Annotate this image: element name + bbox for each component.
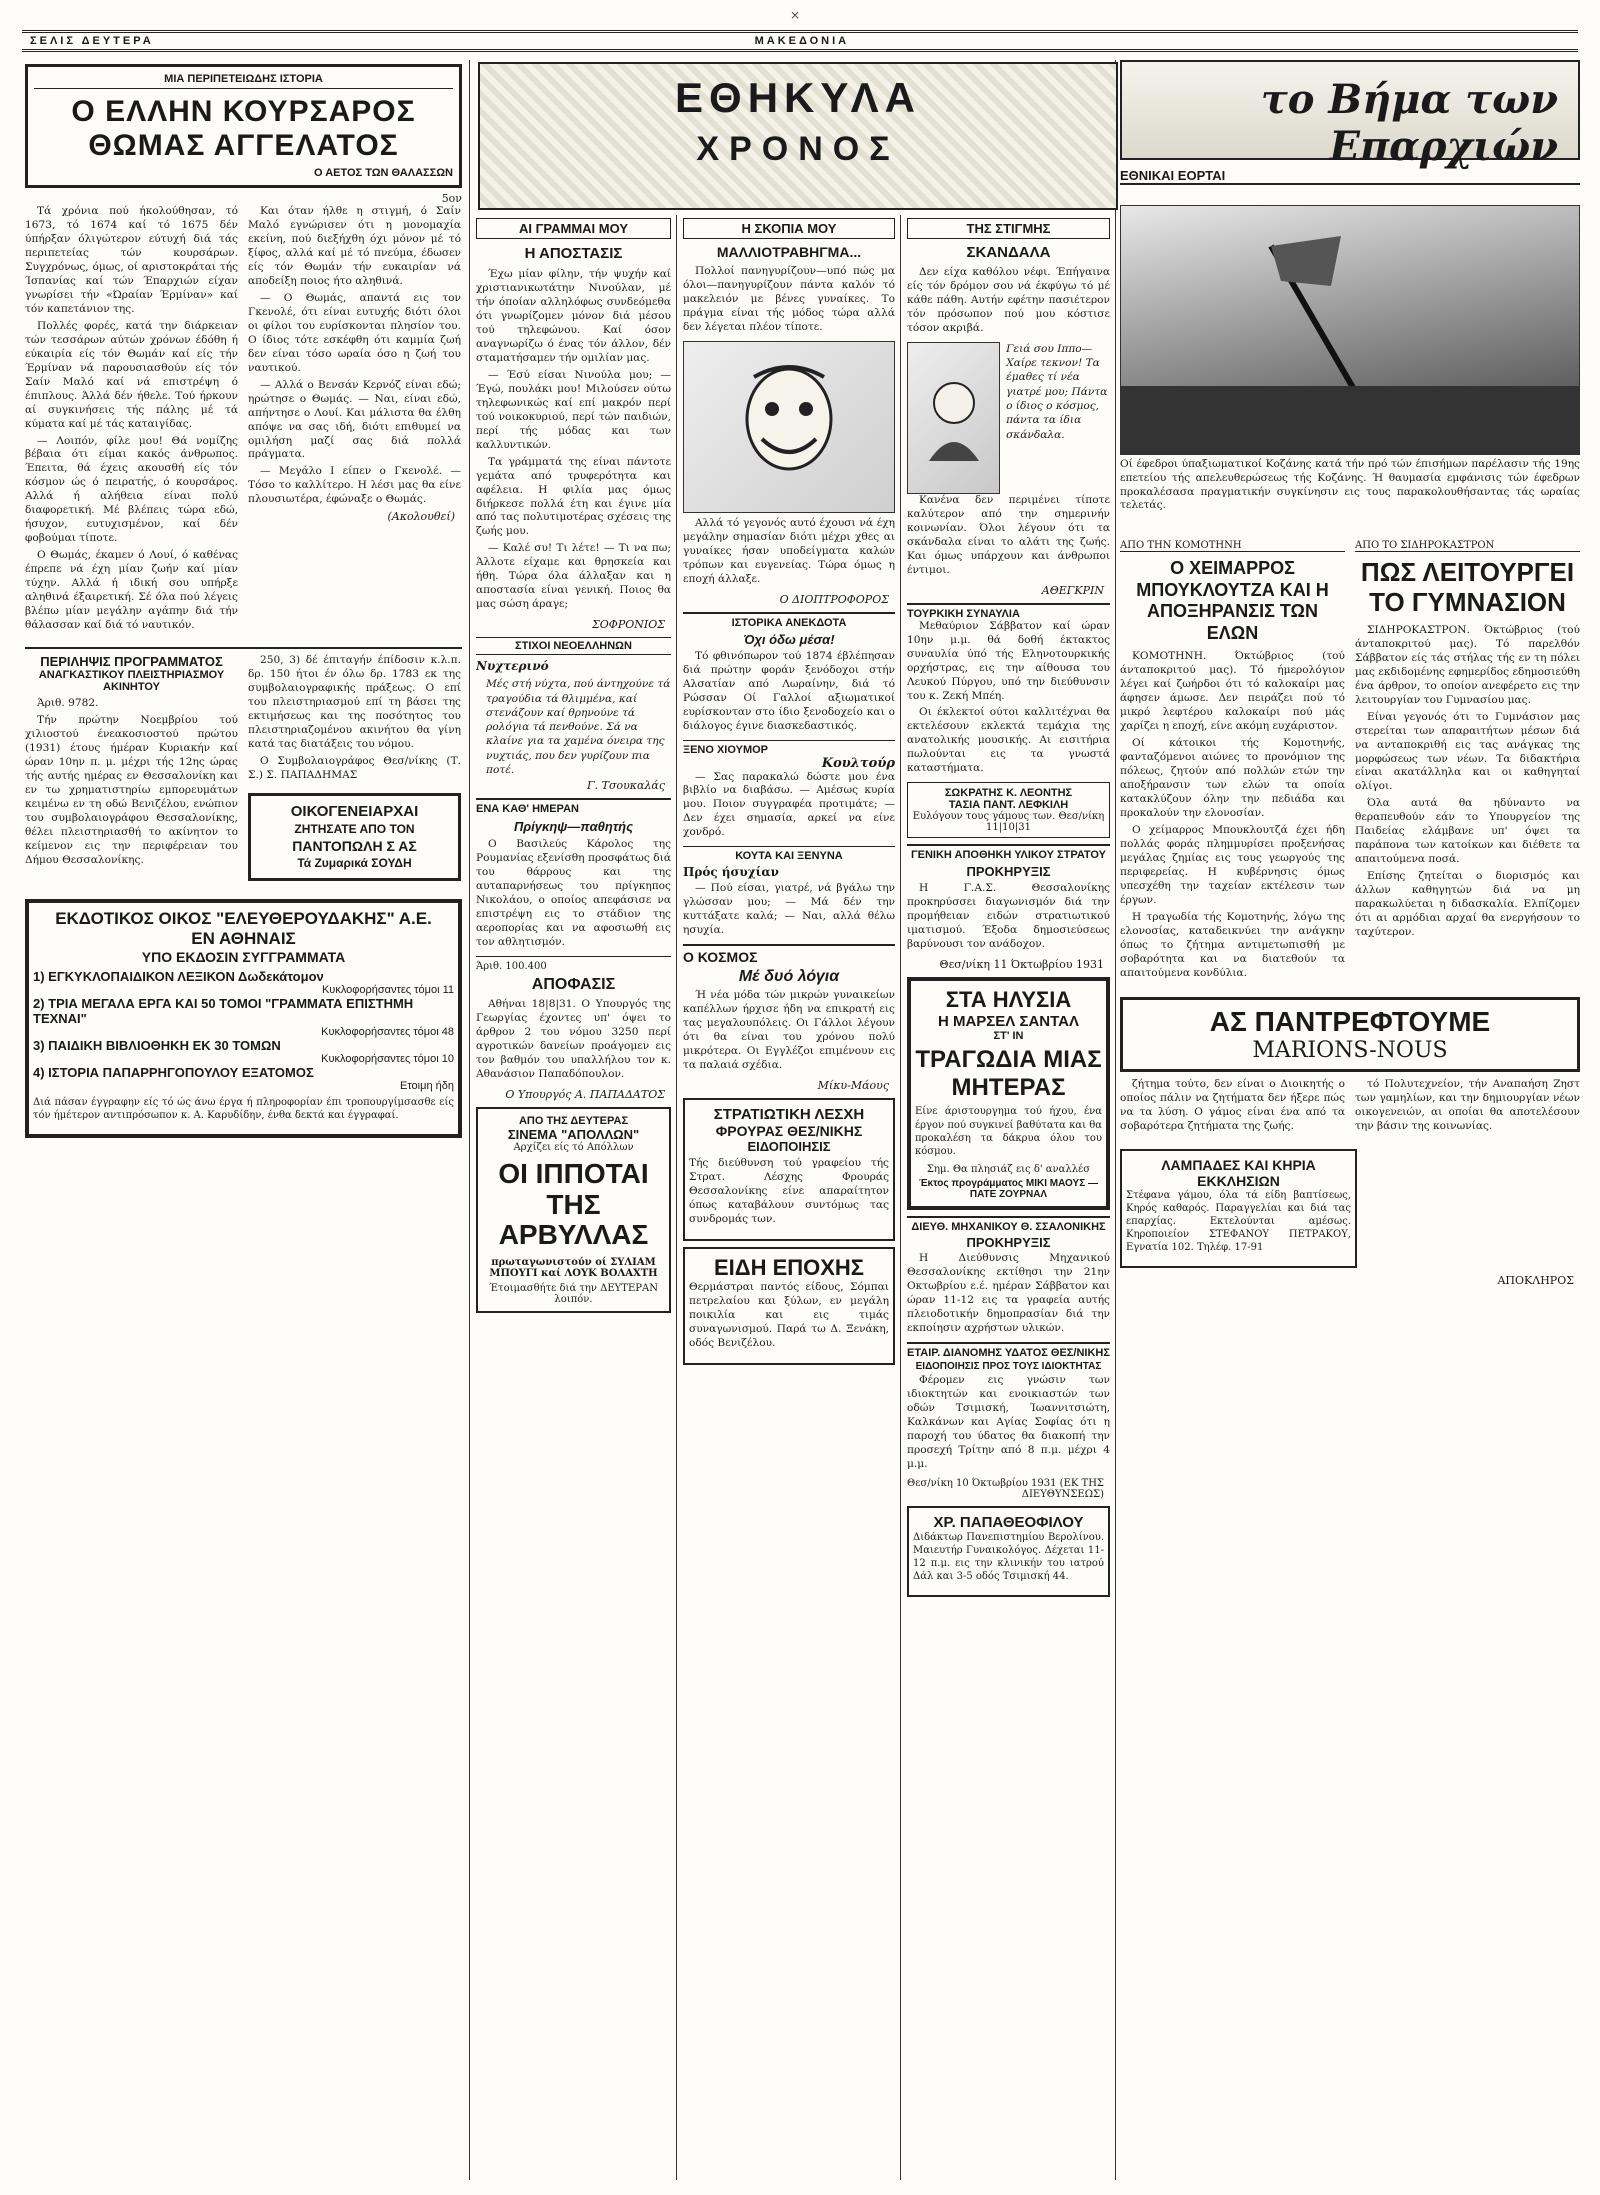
paragraph: Η Γ.Α.Σ. Θεσσαλονίκης προκηρύσσει διαγωνισμόν διά την προμήθειαν ειδών στρατιωτικού ιματισμού. Έξοδα δημοσιεύσεως βαρύνουσι τον ανάδοχον.: [907, 882, 1110, 951]
film-cast: πρωταγωνιστούν οί ΣΥΛΙΑΜ ΜΠΟΥΓΙ καί ΛΟΥΚ ΒΟΛΑΧΤΗ: [489, 1257, 658, 1280]
film-extra: Έκτος προγράμματος ΜΙΚΙ ΜΑΟΥΣ — ΠΑΤΕ ΖΟΥΡΝΑΛ: [919, 1178, 1098, 1201]
banner-title: ΕΘΗΚΥΛΑ: [675, 74, 921, 121]
paragraph: 250, 3) δέ έπιταγήν έπίδοσιν κ.λ.π. δρ. 150 ήτοι έν όλω δρ. 1783 εκ της συμβολαιογραφικής πράξεως. Ο επί του πλειστηριασμού επί τη βάσει της εκτιμήσεως και της ποσότητος του πλειστηριαζομένου ακινήτου θα γίνη κατά τας διατάξεις του νόμου.: [248, 654, 461, 750]
paragraph: ΚΟΜΟΤΗΝΗ. Όκτώβριος (τού άνταποκριτού μας). Τό ήμερολόγιον λέγει καί ζωήρδοι ότι τό καλοκαίρι μας άφησεν άμωσε. Δεν πειράζει πού τό μικρό λεφτέρου καλοκαίρι πού μάς χαρίζει η εποχή, είνε ακόμη ευχάριστον.: [1120, 650, 1345, 733]
paragraph: Πολλές φορές, κατά την διάρκειαν τών τεσσάρων αύτών χρόνων έδόθη ή εύκαιρία είς τόν Θωμάν καί είς τήν Έρμίναν νά παρουσιασθούν είς τόν Σαίν Μαλό καί νά επιστρέψη ό έπιπλους. Άλλά δέν ήθελε. Τού ήρκουν αί συγκινήσεις τής πάλης μέ τά κύματα καί μέ τάς καταιγίδας.: [25, 319, 238, 430]
article-headline: Ο ΧΕΙΜΑΡΡΟΣ ΜΠΟΥΚΛΟΥΤΖΑ ΚΑΙ Η ΑΠΟΞΗΡΑΝΣΙΣ ΤΩΝ ΕΛΩΝ: [1136, 558, 1329, 643]
story-text-left: [25, 205, 238, 636]
article-dateline: ΑΠΟ ΤΟ ΣΙΔΗΡΟΚΑΣΤΡΟΝ: [1355, 540, 1580, 552]
section-title: ΙΣΤΟΡΙΚΑ ΑΝΕΚΔΟΤΑ: [683, 612, 895, 629]
film-ad-ilysia: [907, 977, 1110, 1210]
doctor-details: Διδάκτωρ Πανεπιστημίου Βερολίνου. Μαιευτήρ Γυναικολόγος. Δέχεται 11-12 π.μ. εις την κλινικήν του ιατρού Δάλ και 3-5 οδός Τσιμισκή 44.: [913, 1531, 1104, 1583]
story-headline: Ο ΕΛΛΗΝ ΚΟΥΡΣΑΡΟΣ: [71, 95, 416, 128]
article-signature: ΑΠΟΚΛΗΡΟΣ: [1497, 1274, 1574, 1288]
decision-title: ΑΠΟΦΑΣΙΣ: [531, 976, 616, 994]
section-title: Ο ΚΟΣΜΟΣ: [683, 944, 895, 965]
article-headline: Πρός ήσυχίαν: [683, 865, 779, 880]
banner-subtitle: MARIONS-NOUS: [1252, 1037, 1448, 1063]
article-headline: ΠΩΣ ΛΕΙΤΟΥΡΓΕΙ ΤΟ ΓΥΜΝΑΣΙΟΝ: [1360, 557, 1575, 617]
paragraph: Ο Θωμάς, έκαμεν ό Λουί, ό καθένας έπρεπε νά έχη μίαν ζωήν καί μίαν τύχην. Αλλά ή ιδική σου υπήρξε αληθινά έξαιρετική. Σέ όλα πού λέγεις βλέπω μίαν μεγάλην αγάπην διά τήν θάλασσαν καί διά τό ναυτικόν.: [25, 549, 238, 632]
ad-line: Τά Ζυμαρικά ΣΟΥΔΗ: [297, 855, 412, 870]
paragraph: Τά χρόνια πού ήκολούθησαν, τό 1673, τό 1674 καί τό 1675 δέν ύπήρξαν όλιγώτερον εύτυχή διά τάς περιπετείας τών κουρσάρων. Συγχρόνως, όμως, οί αριστοκράται τής Ίσπανίας καί τών Έπαρχιών είχαν γνωρίσει τήν «Ώραίαν Έρμίναν» καί τόν καπετάνιον της.: [25, 205, 238, 315]
publisher-footnote: Διά πάσαν έγγραφην είς τό ώς άνω έργα ή πληροφορίαν έπι τροπουργίμσασθε είς τόν ήμέτερον αντιπρόσωπον κ. Α. Καρυδίδην, ένθα δεκτά και έγγραφαί.: [33, 1096, 454, 1121]
publication-volumes: Κυκλοφορήσαντες τόμοι 11: [321, 983, 454, 996]
paragraph: Ο χείμαρρος Μπουκλουτζά έχει ήδη πολλάς φοράς πλημμυρίσει προξενήσας μεγάλας ζημίας εις τους γεωργούς της περιφερείας. Η κυβέρνησις όμως υπεσχέθη την ταχείαν εκτέλεσιν των έργων.: [1120, 824, 1345, 906]
column-2: [476, 218, 671, 2178]
auction-notice-cont: [248, 654, 461, 887]
article-signature: Ο ΔΙΟΠΤΡΟΦΟΡΟΣ: [779, 592, 889, 606]
publication-item: 3) ΠΑΙΔΙΚΗ ΒΙΒΛΙΟΘΗΚΗ ΕΚ 30 ΤΟΜΩΝ: [33, 1037, 281, 1053]
story-signature: (Ακολουθεί): [387, 510, 455, 524]
article-headline: Όχι όδω μέσα!: [743, 631, 835, 647]
paragraph: Οί κάτοικοι τής Κομοτηνής, φανταζόμενοι αιώνες το προνόμιον της πόλεως, ζητούν από πολλών ετών την αποξήρανσιν των ελών τα οποία κατακλύζουν όλην την πεδιάδα και προκαλούν την ελονοσίαν.: [1120, 737, 1345, 820]
notice-heading: ΕΙΔΟΠΟΙΗΣΙΣ: [747, 1139, 831, 1155]
doctor-name: ΧΡ. ΠΑΠΑΘΕΟΦΙΛΟΥ: [933, 1513, 1084, 1531]
parade-photo-icon: [1121, 206, 1579, 454]
cinema-name: ΣΙΝΕΜΑ "ΑΠΟΛΛΩΝ": [507, 1126, 640, 1142]
column-rule: [1115, 60, 1116, 2180]
notice-text: Τής διεύθυνση τού γραφείου τής Στρατ. Λέσχης Φρουράς Θεσσαλονίκης είνε απαραίτητον όπως καταβάλουν συντόμως τας συνδρομάς των.: [689, 1157, 889, 1225]
publisher-ad: [25, 899, 462, 1138]
paragraph: Όλα αυτά θα ηδύναντο να θεραπευθούν εάν το Υπουργείον της Παιδείας ελάμβανε υπ' όψει τα παράπονα των κατοίκων και διέθετε τα απαιτούμενα ποσά.: [1355, 797, 1580, 866]
section-banner: [1120, 60, 1580, 170]
caricature-face-icon: [734, 357, 844, 497]
paragraph: Η τραγωδία τής Κομοτηνής, λόγω της ελονοσίας, καταδεικνύει την ανάγκην όπως το ζήτημα αντιμετωπισθή με σοβαρότητα και να διατεθούν τα απαιτούμενα κονδύλια.: [1120, 910, 1345, 979]
section-title: ΕΘΝΙΚΑΙ ΕΟΡΤΑΙ: [1120, 168, 1580, 185]
photo-caption: Οί έφεδροι ύπαξιωματικοί Κοζάνης κατά τήν πρό τών έπισήμων παρέλασιν τής 19ης επετείου τής απελευθερώσεως τής Κοζάνης. Ή θαυμασία εμφάνισις τών έφεδρων προκαλέσασα πραγματικήν συγκίνησιν εις τους παρακολουθήσαντας τάς ωραίας τελετάς.: [1120, 458, 1580, 512]
column-rule: [900, 215, 901, 2180]
paragraph: Ο Βασιλεύς Κάρολος της Ρουμανίας εξενίσθη προσφάτως διά του θάρρους και της αυταπαρνήσεως του πρίγκηπος Νικολάου, ο οποίος απεφάσισε να επιστρέψη εις το στάδιον της αεροπορίας και να αφοσιωθή εις τον αθλητισμόν.: [476, 838, 671, 949]
article-headline: Πρίγκηψ—παθητής: [513, 819, 634, 835]
ad-title: ΕΙΔΗ ΕΠΟΧΗΣ: [713, 1254, 865, 1280]
paragraph: — Σας παρακαλώ δώστε μου ένα βιβλίο να διαβάσω. — Αμέσως κυρία μου. Ποιον συγγραφέα προτιμάτε; — Δεν έχει σημασία, αρκεί να είνε χονδρό.: [683, 770, 895, 839]
film-note: Σημ. Θα πλησιάζ εις δ' αναλλέσ: [926, 1164, 1091, 1176]
decision-signature: Ο Υπουργός Α. ΠΑΠΑΔΑΤΟΣ: [505, 1087, 665, 1101]
paragraph: — Αλλά ο Βενσάν Κερνόζ είναι εδώ; ηρώτησε ο Θωμάς. — Ναι, είναι εδώ, απήντησε ο Λουί. Και μάλιστα θα έλθη απόψε να σας ιδή, διότι επιθυμεί να ομιλήση μαζί σας διά πολλά πράγματα.: [248, 378, 461, 461]
paragraph: Έχω μίαν φίλην, τήν ψυχήν καί χριστιανικωτάτην Νινούλαν, μέ τήν όποίαν αλληλόφως συνδεόμεθα ότι γνωρίζομεν μόνον διά μέσου τού τηλεφώνου. Καί όσον αναγνωρίζω ό ένας τόν άλλον, δέν σταματήσαμεν τήν ομιλίαν μας.: [476, 268, 671, 364]
notice-heading: ΠΡΟΚΗΡΥΞΙΣ: [966, 864, 1051, 880]
publication-volumes: Ετοιμη ήδη: [400, 1079, 454, 1092]
ad-text: Θερμάστραι παντός είδους, Σόμπαι πετρελαίου και ξύλων, εν μεγάλη ποικιλία και εις τιμάς συναγωνισμού. Παρά τω Δ. Ξενάκη, οδός Βενιζέλου.: [689, 1280, 889, 1349]
portrait-sketch: [907, 342, 1000, 494]
notice-heading: ΠΡΟΚΗΡΥΞΙΣ: [966, 1235, 1051, 1251]
publication-item: 2) ΤΡΙΑ ΜΕΓΑΛΑ ΕΡΓΑ ΚΑΙ 50 ΤΟΜΟΙ "ΓΡΑΜΜΑΤΑ ΕΠΙΣΤΗΜΗ ΤΕΧΝΑΙ": [33, 995, 414, 1026]
paragraph: Η Διεύθυνσις Μηχανικού Θεσσαλονίκης εκτίθησι την 21ην Οκτωβρίου ε.έ. ημέραν Σάββατον και ώραν 11-12 εις τα γραφεία αυτής πλειοδοτικήν δημοπρασίαν διά την εκποίησιν αχρήστων υλικών.: [907, 1252, 1110, 1334]
wedding-card: [907, 782, 1110, 838]
paragraph: — Πού είσαι, γιατρέ, νά βγάλω την γλώσσαν μου; — Μά δέν την κυττάξατε καλά; — Ναι, αλλά θέλω ησυχία.: [683, 882, 895, 937]
publication-volumes: Κυκλοφορήσαντες τόμοι 48: [321, 1025, 454, 1038]
cinema-intro: Αρχίζει είς τό Απόλλων: [513, 1141, 634, 1153]
auction-text: Τήν πρώτην Νοεμβρίου τού χιλιοστού ένεακοσιοστού πρώτου (1931) έτους ήμέραν Κυριακήν καί ώραν 10ην π. μ. μέχρι τής 12ης ώρας τής αυτής ημέρας εν Θεσσαλονίκη και εν τω χρηματιστηρίω εμπορευμάτων κειμένω εν τη οδώ Βενιζέλου, ενώπιον του συμβολαιογράφου Θεσσαλονίκης, θέλει πλειστηριασθή το ακίνητον το κείμενον εις την περιφέρειαν του Δήμου Θεσσαλονίκης.: [25, 714, 238, 866]
article-signature: Μίκυ-Μάους: [817, 1079, 889, 1093]
column-1: [25, 60, 462, 2185]
section-title: ΕΤΑΙΡ. ΔΙΑΝΟΜΗΣ ΥΔΑΤΟΣ ΘΕΣ/ΝΙΚΗΣ: [907, 1342, 1110, 1359]
film-title: ΤΡΑΓΩΔΙΑ ΜΙΑΣ ΜΗΤΕΡΑΣ: [915, 1046, 1102, 1101]
section-title: ΓΕΝΙΚΗ ΑΠΟΘΗΚΗ ΥΛΙΚΟΥ ΣΤΡΑΤΟΥ: [907, 844, 1110, 861]
cinema-name: ΣΤΑ ΗΛΥΣΙΑ: [945, 987, 1072, 1013]
paragraph: Και όταν ήλθε η στιγμή, ό Σαίν Μαλό εγνώρισεν ότι η μονομαχία εκείνη, πού διεξήχθη όχι μόνον μέ τό ξίφος, αλλά καί μέ τό πνεύμα, έδωσεν είς τόν Θωμάν τήν ευκαιρίαν νά αποδείξη ποιος ήτο αληθινά.: [248, 205, 461, 287]
poem-signature: Γ. Τσουκαλάς: [587, 779, 665, 793]
paragraph: — Μεγάλο Ι είπεν ο Γκενολέ. — Τόσο το καλλίτερο. Η λέσι μας θα είνε πλουσιωτέρα, έφώναξε ο Θωμάς.: [248, 465, 461, 506]
auction-number: Άριθ. 9782.: [37, 697, 99, 710]
cinema-date: ΑΠΟ ΤΗΣ ΔΕΥΤΕΡΑΣ: [518, 1114, 629, 1127]
story-headline-2: ΘΩΜΑΣ ΑΓΓΕΛΑΤΟΣ: [88, 129, 399, 162]
paragraph: Δεν είχα καθόλου νέφι. Έπήγαινα είς τόν δρόμον σου νά έκφύγω τό μέ κάθε πάθη. Αυτήν εφέτην πασιέτερον τόν πρόσωπον πού μου κόστισε τόσον ακριβά.: [907, 266, 1110, 334]
paragraph: — Καλέ συ! Τι λέτε! — Τι να πω; Άλλοτε είχαμε και θρησκεία και ήθη. Τώρα όλα άλλαξαν και η αποστασία είναι γενική. Ποιος θα μας σώση άραγε;: [476, 542, 671, 611]
paragraph: — Έσύ είσαι Νινούλα μου; — Έγώ, πουλάκι μου! Μιλούσεν ούτω τηλεφωνικώς καί επί μακρόν περί τού νοικοκυριού, περί τών παιδιών, περί τής μόδας και των καλλυντικών.: [476, 368, 671, 451]
publisher-city: ΕΝ ΑΘΗΝΑΙΣ: [191, 928, 296, 948]
decision-number: Άριθ. 100.400: [476, 961, 547, 973]
notary-signature: Ο Συμβολαιογράφος Θεσ/νίκης (Τ. Σ.) Σ. ΠΑΠΑΔΗΜΑΣ: [248, 754, 461, 781]
parade-photo: [1120, 205, 1580, 455]
paragraph: Αθήναι 18|8|31. Ο Υπουργός της Γεωργίας έχοντες υπ' όψει το άρθρον 2 του νόμου 3250 περί αγροτικών δανείων προάγομεν εις τον βαθμόν του υπαλλήλου τον κ. Αθανάσιον Παπαδόπουλον.: [476, 998, 671, 1080]
groom-name: ΣΩΚΡΑΤΗΣ Κ. ΛΕΟΝΤΗΣ: [944, 787, 1073, 800]
serial-header: [25, 64, 462, 188]
page-label: ΣΕΛΙΣ ΔΕΥΤΕΡΑ: [30, 35, 154, 47]
section-title: ΔΙΕΥΘ. ΜΗΧΑΝΙΚΟΥ Θ. ΣΣΑΛΟΝΙΚΗΣ: [907, 1216, 1110, 1233]
article-headline: ΣΚΑΝΔΑΛΑ: [966, 244, 1051, 261]
section-title: ΚΟΥΤΑ ΚΑΙ ΞΕΝΥΝΑ: [683, 846, 895, 862]
notice-subtitle: ΦΡΟΥΡΑΣ ΘΕΣ/ΝΙΚΗΣ: [715, 1123, 863, 1140]
publisher-sub: ΥΠΟ ΕΚΔΟΣΙΝ ΣΥΓΓΡΑΜΜΑΤΑ: [141, 948, 346, 965]
caricature-image: [683, 341, 895, 513]
paragraph: Φέρομεν εις γνώσιν των ιδιοκτητών και ενοικιαστών των οδών Τσιμισκή, Ίωαννιτσιώτη, Καλκάνων και Αγίας Σοφίας ότι η παροχή του ύδατος θα διακοπή την προσεχή Τρίτην από 8 π.μ. μέχρι 4 μ.μ.: [907, 1373, 1110, 1470]
film-desc: Είνε άριστουργημα τού ήχου, ένα έργον πού συγκινεί βαθύτατα και θα προκαλέση τα δάκρυα όλου του κόσμου.: [915, 1106, 1102, 1157]
doctor-ad: [907, 1506, 1110, 1598]
bride-name: ΤΑΣΙΑ ΠΑΝΤ. ΛΕΦΚΙΛΗ: [948, 799, 1069, 812]
paragraph: ΣΙΔΗΡΟΚΑΣΤΡΟΝ. Όκτώβριος (τού άνταποκριτού μας). Τό παρελθόν Σάββατον είς τάς στήλας τής εν τη πόλει μας εκδιδομένης εφημερίδος εδημοσιεύθη ένα άρθρον, το οποίον ανεφέρετο εις την λειτουργίαν του Γυμνασίου μας.: [1355, 623, 1580, 706]
cinema-ad: [476, 1107, 671, 1313]
ad-line: ΠΑΝΤΟΠΩΛΗ Σ ΑΣ: [292, 838, 417, 855]
paragraph: — Λοιπόν, φίλε μου! Θά νομίζης βέβαια ότι είμαι κακός άνθρωπος. Έπειτα, θά έχεις ακουσθή είς τόν κόσμον ώς ό πειρατής, ό κουρσάρος. Αλλά ή αλήθεια είναι πολύ διαφορετική. Μέ βλέπεις τώρα εδώ, ήσυχον, ευτυχισμένον, καί δέν φοβούμαι τίποτε.: [25, 434, 238, 545]
paragraph: Κανένα δεν περιμένει τίποτε καλύτερον από την σημερινήν κοινωνίαν. Όλοι λέγουν ότι τα σκάνδαλα είναι το αλάτι της ζωής. Και όμως υπάρχουν και άνθρωποι έντιμοι.: [907, 493, 1110, 576]
article-headline: Μέ δυό λόγια: [738, 968, 840, 986]
marriage-banner: [1120, 997, 1580, 1072]
column-rule: [676, 215, 677, 2180]
auction-title: ΠΕΡΙΛΗΨΙΣ ΠΡΟΓΡΑΜΜΑΤΟΣ: [40, 654, 223, 670]
part-number: 5ον: [441, 192, 462, 205]
cinema-footer: Έτοιμασθήτε διά την ΔΕΥΤΕΡΑΝ λοιπόν.: [489, 1283, 658, 1306]
film-star: Η ΜΑΡΣΕΛ ΣΑΝΤΑΛ: [937, 1013, 1080, 1031]
film-title: ΟΙ ΙΠΠΟΤΑΙ ΤΗΣ ΑΡΒΥΛΛΑΣ: [498, 1157, 649, 1251]
story-kicker: Ο ΑΕΤΟΣ ΤΩΝ ΘΑΛΑΣΣΩΝ: [313, 167, 453, 179]
paragraph: Ή νέα μόδα τών μικρών γυναικείων καπέλλων ήρχισε ήδη να επικρατή εις τας μεγαλουπόλεις. Οι Γάλλοι λέγουν ότι θα είναι του χρόνου πολύ μικρότερα. Οι Εγγλέζοι επιμένουν εις τα παλαιά σχέδια.: [683, 989, 895, 1072]
paragraph: Οι έκλεκτοί ούτοι καλλιτέχναι θα εκτελέσουν εκλεκτά τεμάχια της ανατολικής μουσικής. Αι εισιτήρια πωλούνται εις τα γνωστά καταστήματα.: [907, 706, 1110, 775]
publication-item: 4) ΙΣΤΟΡΙΑ ΠΑΠΑΡΡΗΓΟΠΟΥΛΟΥ ΕΞΑΤΟΜΟΣ: [33, 1064, 314, 1080]
ad-title: ΛΑΜΠΑΔΕΣ ΚΑΙ ΚΗΡΙΑ ΕΚΚΛΗΣΙΩΝ: [1161, 1156, 1316, 1189]
dialog-verse: Γειά σου Ιππο— Χαίρε τεκνον! Τα έμαθες τί νέα γιατρέ μου; Πάντα ο ίδιος ο κόσμος, πάντα τα ίδια σκάνδαλα.: [1006, 342, 1108, 441]
series-label: ΜΙΑ ΠΕΡΙΠΕΤΕΙΩΔΗΣ ΙΣΤΟΡΙΑ: [34, 73, 453, 89]
fold-mark: ×: [790, 8, 801, 22]
section-title: Η ΣΚΟΠΙΑ ΜΟΥ: [683, 218, 895, 239]
portrait-icon: [919, 373, 989, 463]
paragraph: Τό φθινόπωρον τού 1874 έβλέπησαν διά πρώτην φοράν ξενόδοχοι στήν Αλσατίαν από Λωραίνην, διά τό Ρώσσαν Οί Γαλλοί αξιωματικοί ευρίσκονταν στο ίδιο ξενοδοχείο και ο διάλογος έγινε διασκεδαστικός.: [683, 649, 895, 732]
article-signature: ΑΘΕΓΚΡΙΝ: [1041, 583, 1104, 597]
paragraph: Μεθαύριον Σάββατον καί ώραν 10ην μ.μ. θά δοθή έκτακτος συναυλία ύπό τής Εληνοτουρκικής ορχήστρας, εις την αίθουσα του Λευκού Πύργου, υπό την διεύθυνσιν του κ. Ζεκή Μπέη.: [907, 619, 1110, 702]
card-note: Ευλόγουν τους γάμους των. Θεσ/νίκη 11|10|31: [912, 811, 1105, 834]
column-rule: [469, 60, 470, 2180]
running-header: [22, 30, 1578, 52]
candles-ad: [1120, 1149, 1357, 1269]
publication-item: 1) ΕΓΚΥΚΛΟΠΑΙΔΙΚΟΝ ΛΕΞΙΚΟΝ Δωδεκάτομον: [33, 968, 324, 984]
article-headline: Η ΑΠΟΣΤΑΣΙΣ: [524, 245, 623, 262]
section-title: ΤΟΥΡΚΙΚΗ ΣΥΝΑΥΛΙΑ: [907, 603, 1110, 620]
banner-title: ΑΣ ΠΑΝΤΡΕΦΤΟΥΜΕ: [1209, 1005, 1491, 1037]
paragraph: Επίσης ζητείται ο διορισμός και άλλων καθηγητών διά να μη παρακωλύεται η διδασκαλία. Ελπίζομεν ότι αι αρμόδιαι αρχαί θα ενεργήσουν το ταχύτερον.: [1355, 870, 1580, 939]
section-title: ΞΕΝΟ ΧΙΟΥΜΟΡ: [683, 740, 895, 756]
paragraph: — Ο Θωμάς, απαντά εις τον Γκενολέ, ότι είναι ευτυχής διότι όλοι οι φίλοι του ευρίσκονται πλησίον του. Ο ίδιος τότε εσκέφθη ότι καμμία ζωή δεν είναι τόσο ωραία όσο η ζωή του ναυτικού.: [248, 291, 461, 374]
notice-title: ΣΤΡΑΤΙΩΤΙΚΗ ΛΕΣΧΗ: [713, 1106, 865, 1124]
paragraph: Πολλοί πανηγυρίζουν—υπό πώς μα όλοι—πανηγυρίζουν πάντα καλόν τό μακελειόν με βένες γυναίκες. Το πράγμα είναι τής μόδος τώρα αλλά δεν λέγεται πλέον τίποτε.: [683, 265, 895, 333]
ad-line: ΖΗΤΗΣΑΤΕ ΑΠΟ ΤΟΝ: [294, 821, 415, 836]
section-title: ΕΝΑ ΚΑΘ' ΗΜΕΡΑΝ: [476, 798, 671, 815]
masthead-name: ΜΑΚΕΔΟΝΙΑ: [754, 35, 850, 47]
komotini-article: [1120, 540, 1345, 987]
ad-text: Στέφανα γάμου, όλα τά είδη βαπτίσεως, Κηρός καθαρός. Παραγγελίαι και διά τας επαρχίας. Εκτελούνται αμέσως. Κηροποιείον ΣΤΕΦΑΝΟΥ ΠΕΤΡΑΚΟΥ, Εγνατία 102. Τηλέφ. 17-91: [1126, 1189, 1351, 1254]
divider: [476, 956, 671, 957]
poem-text: Μές στή νύχτα, πού άντηχούνε τά τραγούδια τά θλιμμένα, καί στενάζουν καί θρηνούνε τά ρολόγια τά πενθούνε. Σά να κλαίνε για τα χαμένα όνειρα της νυχτιάς, που δεν γυρίζουν πια ποτέ.: [486, 678, 671, 777]
article-headline: Κουλτούρ: [821, 755, 895, 771]
section-banner-title: το Βήμα των Επαρχιών: [1260, 76, 1558, 170]
notice-date: Θεσ/νίκη 11 Όκτωβρίου 1931: [939, 958, 1104, 972]
article-signature: ΣΟΦΡΟΝΙΟΣ: [592, 618, 665, 632]
section-title: ΑΙ ΓΡΑΜΜΑΙ ΜΟΥ: [476, 218, 671, 239]
ad-line: ΟΙΚΟΓΕΝΕΙΑΡΧΑΙ: [290, 802, 419, 820]
story-text-right: [248, 205, 461, 636]
paragraph: Είναι γεγονός ότι το Γυμνάσιον μας στερείται των απαραιτήτων μέσων διά να ανταποκριθή εις τας ανάγκας της μορφώσεως των νέων. Τα διδακτήρια είναι ακατάλληλα και οι καθηγηταί ολίγοι.: [1355, 710, 1580, 793]
auction-notice: [25, 654, 238, 893]
seasonal-goods-ad: [683, 1247, 895, 1365]
poem-title: Νυχτερινό: [476, 659, 549, 674]
paragraph: Τα γράμματά της είναι πάντοτε γεμάτα από τρυφερότητα και αφέλεια. Η φιλία μας όμως διήρκεσε πολλά έτη και έγινε μία από τας πολυτιμοτέρας σχέσεις της ζωής μου.: [476, 455, 671, 538]
paragraph: τό Πολυτεχνείον, τήν Αναπαήση Ζηστ των γαμηλίων, και την δημιουργίαν νέων οικογενειών, αι οποίαι θα αποτελέσουν την βάσιν της κοινωνίας.: [1355, 1077, 1580, 1132]
column-5: [1120, 540, 1580, 2180]
section-title: ΣΤΙΧΟΙ ΝΕΟΕΛΛΗΝΩΝ: [476, 637, 671, 655]
notice-heading: ΕΙΔΟΠΟΙΗΣΙΣ ΠΡΟΣ ΤΟΥΣ ΙΔΙΟΚΤΗΤΑΣ: [915, 1360, 1102, 1372]
paragraph: Αλλά τό γεγονός αυτό έχουσι νά έχη μεγάλην σημασίαν διότι μέχρι χθες αι γυναίκες ήσαν υποδείγματα καλών τρόπων και ευγενείας. Τώρα όμως η εποχή άλλαξε.: [683, 516, 895, 585]
article-dateline: ΑΠΟ ΤΗΝ ΚΟΜΟΤΗΝΗ: [1120, 540, 1345, 552]
section-title: ΤΗΣ ΣΤΙΓΜΗΣ: [907, 218, 1110, 239]
column-4: [907, 218, 1110, 2178]
auction-subtitle: ΑΝΑΓΚΑΣΤΙΚΟΥ ΠΛΕΙΣΤΗΡΙΑΣΜΟΥ ΑΚΙΝΗΤΟΥ: [38, 669, 225, 694]
notice-date: Θεσ/νίκη 10 Όκτωβρίου 1931 (ΕΚ ΤΗΣ ΔΙΕΥΘΥΝΣΕΩΣ): [907, 1477, 1104, 1500]
column-3: [683, 218, 895, 2178]
military-club-notice: [683, 1098, 895, 1241]
publisher-name: ΕΚΔΟΤΙΚΟΣ ΟΙΚΟΣ "ΕΛΕΥΘΕΡΟΥΔΑΚΗΣ" Α.Ε.: [55, 908, 432, 928]
sidirokastro-article: [1355, 540, 1580, 987]
family-ad: [248, 793, 461, 881]
paragraph: ζήτημα τούτο, δεν είναι ο Διοικητής ο οποίος πάλιν να ζητήματα δεν ήξερε πώς να τα λύση. Ο γάμος είναι ένα από τα σοβαρότερα ζητήματα της ζωής.: [1120, 1077, 1345, 1132]
divider: [25, 647, 462, 649]
film-in: ΣΤ' ΙΝ: [993, 1030, 1024, 1043]
column-banner: [478, 62, 1118, 210]
banner-subtitle: ΧΡΟΝΟΣ: [696, 130, 900, 168]
publication-volumes: Κυκλοφορήσαντες τόμοι 10: [321, 1052, 454, 1065]
article-headline: ΜΑΛΛΙΟΤΡΑΒΗΓΜΑ...: [716, 244, 862, 260]
